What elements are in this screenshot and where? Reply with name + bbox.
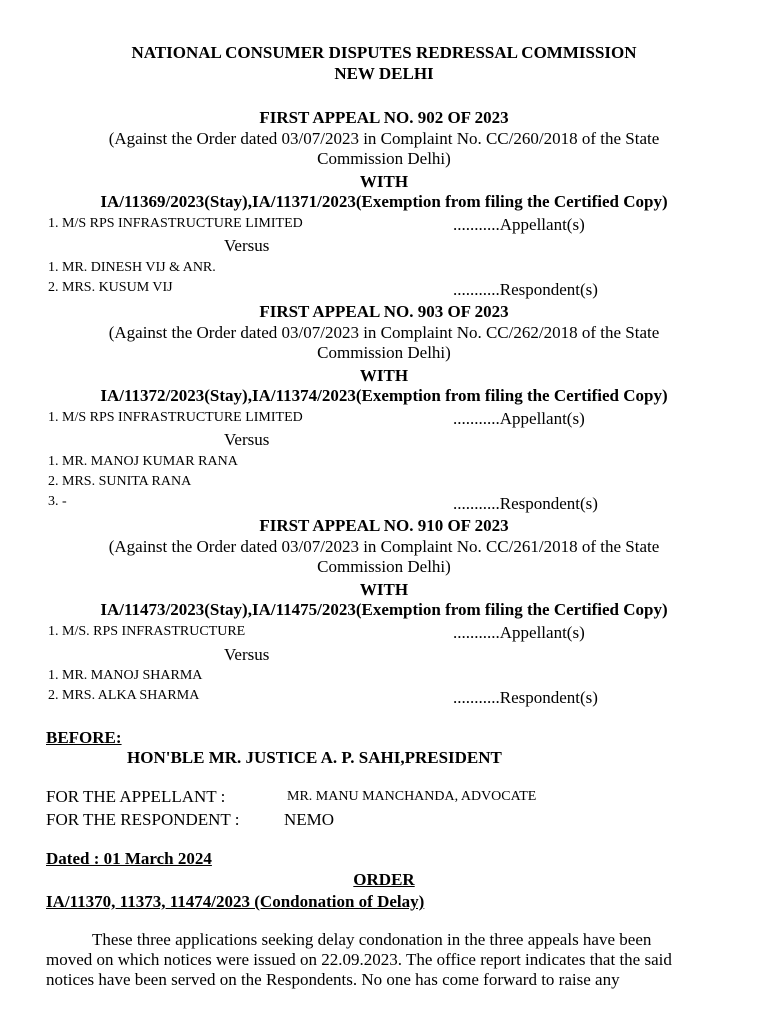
appeal-against-line2: Commission Delhi) <box>317 343 451 362</box>
respondent-label: ...........Respondent(s) <box>453 688 598 707</box>
order-paragraph-line: These three applications seeking delay condonation in the three appeals have been <box>92 930 652 949</box>
appellant-label: ...........Appellant(s) <box>453 409 585 428</box>
order-ia-heading: IA/11370, 11373, 11474/2023 (Condonation of Delay) <box>46 892 425 911</box>
appeal-title: FIRST APPEAL NO. 902 OF 2023 <box>259 108 509 127</box>
respondent-name: 3. - <box>48 494 67 509</box>
appellant-name: 1. M/S. RPS INFRASTRUCTURE <box>48 624 246 639</box>
respondent-name: 1. MR. DINESH VIJ & ANR. <box>48 260 216 275</box>
appeal-ia-line: IA/11372/2023(Stay),IA/11374/2023(Exemption from filing the Certified Copy) <box>100 386 668 405</box>
appeal-against-line1: (Against the Order dated 03/07/2023 in Complaint No. CC/262/2018 of the State <box>108 323 660 342</box>
respondent-label: ...........Respondent(s) <box>453 280 598 299</box>
appellant-label: ...........Appellant(s) <box>453 215 585 234</box>
before-heading: BEFORE: <box>46 728 122 747</box>
order-paragraph-line: notices have been served on the Respondents. No one has come forward to raise any <box>46 970 620 989</box>
versus-label: Versus <box>224 645 270 664</box>
commission-location: NEW DELHI <box>334 64 434 83</box>
respondent-label: ...........Respondent(s) <box>453 494 598 513</box>
respondent-name: 1. MR. MANOJ SHARMA <box>48 668 203 683</box>
appeal-ia-line: IA/11369/2023(Stay),IA/11371/2023(Exemption from filing the Certified Copy) <box>100 192 668 211</box>
versus-label: Versus <box>224 430 270 449</box>
judge-name: HON'BLE MR. JUSTICE A. P. SAHI,PRESIDENT <box>127 748 502 767</box>
order-paragraph-line: moved on which notices were issued on 22.09.2023. The office report indicates that the said <box>46 950 672 969</box>
appeal-title: FIRST APPEAL NO. 910 OF 2023 <box>259 516 509 535</box>
appellant-name: 1. M/S RPS INFRASTRUCTURE LIMITED <box>48 410 303 425</box>
respondent-name: 2. MRS. SUNITA RANA <box>48 474 192 489</box>
appeal-with: WITH <box>359 580 409 599</box>
respondent-counsel-value: NEMO <box>284 810 335 829</box>
appeal-with: WITH <box>359 172 409 191</box>
appeal-with: WITH <box>359 366 409 385</box>
appeal-ia-line: IA/11473/2023(Stay),IA/11475/2023(Exemption from filing the Certified Copy) <box>100 600 668 619</box>
versus-label: Versus <box>224 236 270 255</box>
appellant-counsel-label: FOR THE APPELLANT : <box>46 787 226 806</box>
appellant-counsel-value: MR. MANU MANCHANDA, ADVOCATE <box>287 789 537 804</box>
appellant-label: ...........Appellant(s) <box>453 623 585 642</box>
appeal-against-line1: (Against the Order dated 03/07/2023 in Complaint No. CC/261/2018 of the State <box>108 537 660 556</box>
appeal-against-line2: Commission Delhi) <box>317 557 451 576</box>
respondent-name: 2. MRS. KUSUM VIJ <box>48 280 173 295</box>
order-date: Dated : 01 March 2024 <box>46 849 212 868</box>
commission-name: NATIONAL CONSUMER DISPUTES REDRESSAL COMMISSION <box>131 43 637 62</box>
respondent-counsel-label: FOR THE RESPONDENT : <box>46 810 240 829</box>
appeal-against-line2: Commission Delhi) <box>317 149 451 168</box>
respondent-name: 2. MRS. ALKA SHARMA <box>48 688 200 703</box>
order-heading: ORDER <box>353 870 415 889</box>
appeal-title: FIRST APPEAL NO. 903 OF 2023 <box>259 302 509 321</box>
respondent-name: 1. MR. MANOJ KUMAR RANA <box>48 454 238 469</box>
appellant-name: 1. M/S RPS INFRASTRUCTURE LIMITED <box>48 216 303 231</box>
appeal-against-line1: (Against the Order dated 03/07/2023 in Complaint No. CC/260/2018 of the State <box>108 129 660 148</box>
